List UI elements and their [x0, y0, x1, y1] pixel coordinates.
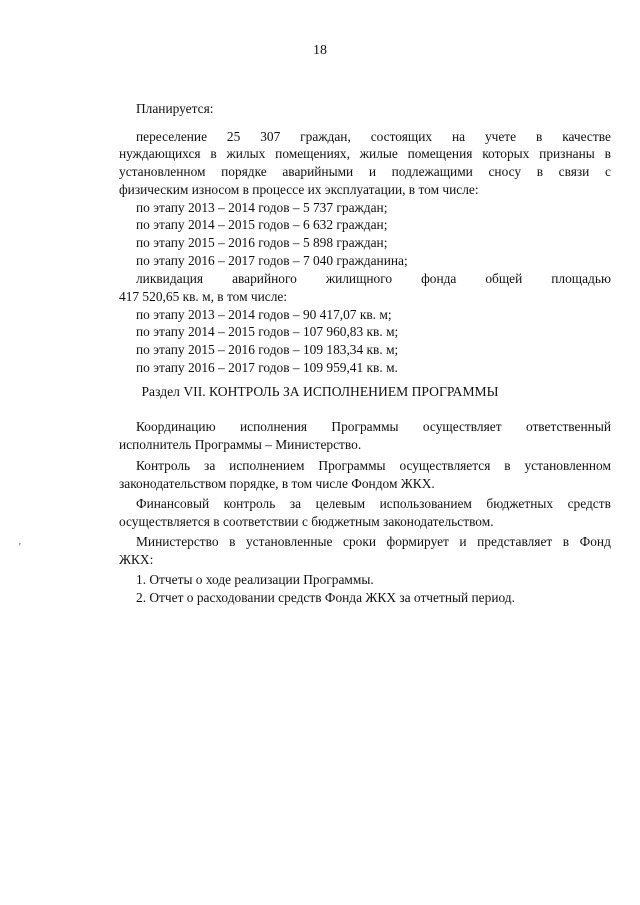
paragraph-2-line-1 — [136, 457, 611, 475]
word: в — [229, 534, 236, 549]
section-heading: Раздел VII. КОНТРОЛЬ ЗА ИСПОЛНЕНИЕМ ПРОГРАММЫ — [141, 384, 499, 399]
paragraph-3-line-2: осуществляется в соответствии с бюджетным законодательством. — [119, 514, 494, 529]
paragraph-4-line-1 — [136, 533, 611, 551]
word: порядке — [221, 164, 267, 179]
word: сносу — [488, 164, 522, 179]
word: Программы — [318, 458, 386, 473]
paragraph-4-line-2: ЖКХ: — [119, 552, 154, 567]
stage-area-4: по этапу 2016 – 2017 годов – 109 959,41 кв. м. — [136, 360, 398, 375]
word: установленном — [119, 164, 206, 179]
word: осуществляет — [422, 419, 502, 434]
word: площадью — [551, 271, 611, 286]
word: подлежащими — [391, 164, 473, 179]
resettlement-line-2 — [119, 145, 611, 163]
word: контроль — [223, 496, 276, 511]
word: Финансовый — [136, 496, 210, 511]
word: на — [451, 129, 466, 144]
word: использованием — [379, 496, 472, 511]
margin-mark: ' — [19, 542, 21, 553]
word: 25 — [226, 129, 241, 144]
list-item-1: 1. Отчеты о ходе реализации Программы. — [136, 572, 374, 587]
word: жилые — [359, 146, 398, 161]
word: Фонд — [579, 534, 611, 549]
word: учете — [484, 129, 517, 144]
word: граждан, — [300, 129, 351, 144]
liquidation-line-1 — [136, 270, 611, 288]
word: исполнением — [229, 458, 305, 473]
resettlement-line-4: физическим износом в процессе их эксплуатации, в том числе: — [119, 182, 479, 197]
word: связи — [558, 164, 590, 179]
word: фонда — [421, 271, 457, 286]
word: в — [210, 146, 217, 161]
stage-area-1: по этапу 2013 – 2014 годов – 90 417,07 кв. м; — [136, 307, 392, 322]
word: общей — [485, 271, 523, 286]
word: в — [504, 458, 511, 473]
word: формирует — [386, 534, 449, 549]
word: с — [604, 164, 611, 179]
word: нуждающихся — [119, 146, 201, 161]
word: за — [204, 458, 216, 473]
word: ликвидация — [136, 271, 204, 286]
planned-intro: Планируется: — [136, 101, 214, 116]
word: аварийного — [232, 271, 297, 286]
liquidation-line-2: 417 520,65 кв. м, в том числе: — [119, 289, 288, 304]
paragraph-1-line-2: исполнитель Программы – Министерство. — [119, 437, 362, 452]
word: аварийными — [282, 164, 354, 179]
stage-people-2: по этапу 2014 – 2015 годов – 6 632 граждан; — [136, 217, 388, 232]
word: в — [536, 164, 544, 179]
word: сроки — [343, 534, 377, 549]
stage-people-3: по этапу 2015 – 2016 годов – 5 898 граждан; — [136, 235, 388, 250]
word: Координацию — [136, 419, 216, 434]
word: Контроль — [136, 458, 191, 473]
stage-area-3: по этапу 2015 – 2016 годов – 109 183,34 кв. м; — [136, 342, 399, 357]
page-number: 18 — [313, 43, 327, 58]
word: жилищного — [325, 271, 393, 286]
paragraph-1-line-1 — [136, 418, 611, 436]
word: ответственный — [525, 419, 611, 434]
resettlement-line-3 — [119, 163, 611, 181]
list-item-2: 2. Отчет о расходовании средств Фонда ЖКХ за отчетный период. — [136, 590, 515, 605]
stage-people-1: по этапу 2013 – 2014 годов – 5 737 граждан; — [136, 200, 388, 215]
word: и — [459, 534, 467, 549]
word: бюджетных — [486, 496, 554, 511]
word: установленном — [524, 458, 611, 473]
word: жилых — [226, 146, 266, 161]
word: состоящих — [370, 129, 433, 144]
word: переселение — [136, 129, 208, 144]
word: признаны — [539, 146, 595, 161]
resettlement-line-1 — [136, 128, 611, 146]
word: помещениях, — [275, 146, 350, 161]
paragraph-2-line-2: законодательством порядке, в том числе Фондом ЖКХ. — [119, 476, 435, 491]
word: и — [368, 164, 377, 179]
stage-people-4: по этапу 2016 – 2017 годов – 7 040 гражданина; — [136, 253, 408, 268]
word: Программы — [331, 419, 399, 434]
word: средств — [567, 496, 611, 511]
word: качестве — [562, 129, 611, 144]
word: 307 — [260, 129, 281, 144]
word: целевым — [315, 496, 366, 511]
word: в — [562, 534, 570, 549]
word: в — [535, 129, 543, 144]
word: Министерство — [136, 534, 219, 549]
word: за — [289, 496, 302, 511]
word: представляет — [477, 534, 553, 549]
word: помещения — [407, 146, 473, 161]
word: исполнения — [239, 419, 308, 434]
word: в — [604, 146, 611, 161]
paragraph-3-line-1 — [136, 495, 611, 513]
word: осуществляется — [399, 458, 491, 473]
word: установленные — [245, 534, 333, 549]
stage-area-2: по этапу 2014 – 2015 годов – 107 960,83 кв. м; — [136, 324, 399, 339]
word: которых — [482, 146, 530, 161]
